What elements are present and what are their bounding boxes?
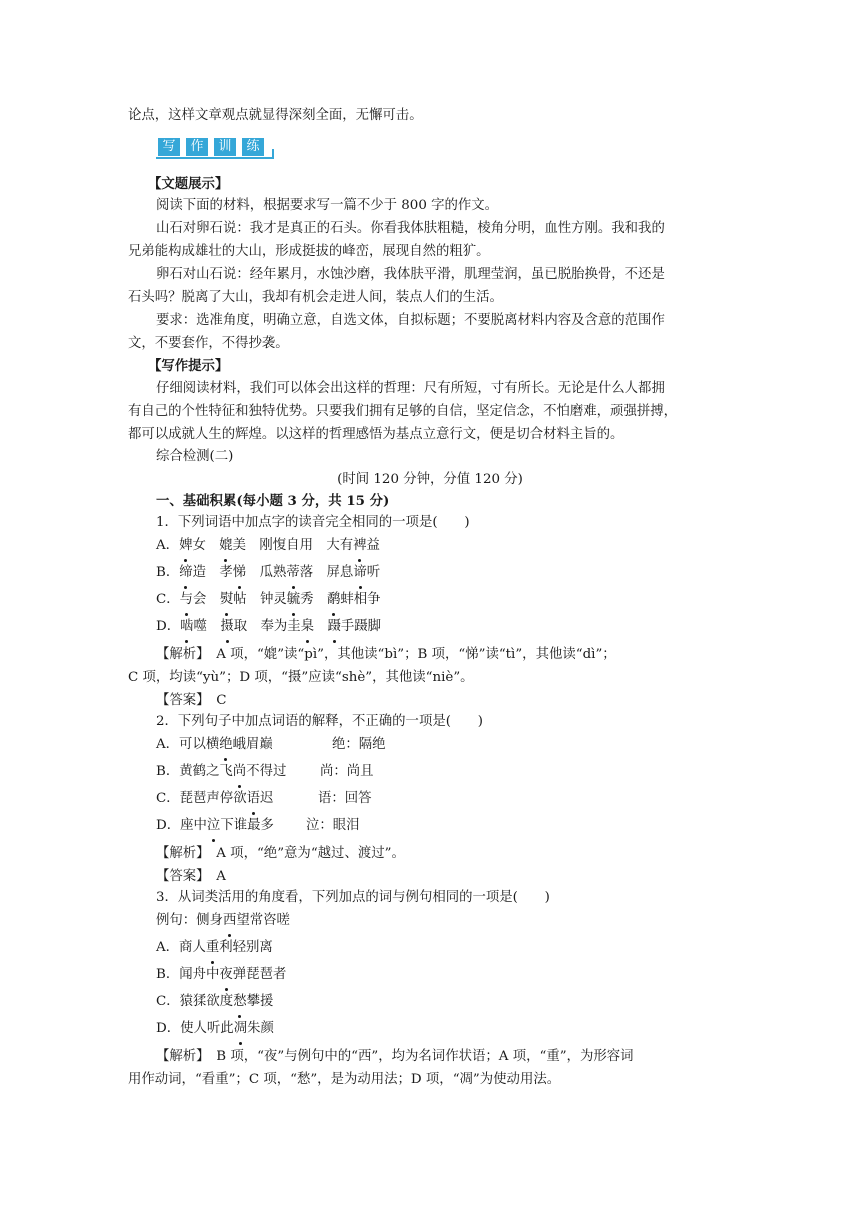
option-c: C．琵琶声停欲语迟 语：回答 <box>156 788 734 810</box>
hint-line: 都可以成就人生的辉煌。以这样的哲理感悟为基点立意行文，便是切合材料主旨的。 <box>128 427 624 442</box>
prompt-line: 兄弟能构成雄壮的大山，形成挺拔的峰峦，展现自然的粗犷。 <box>128 244 490 259</box>
banner-char: 作 <box>186 138 208 156</box>
test-meta: (时间 120 分钟，分值 120 分) <box>337 472 523 487</box>
test-title: 综合检测(二) <box>156 449 234 464</box>
option-d: D．使人听此凋朱颜 <box>156 1018 734 1040</box>
option-a: A．商人重利轻别离 <box>156 937 734 959</box>
hint-heading: 【写作提示】 <box>148 358 229 374</box>
option-a: A．婢女 媲美 刚愎自用 大有裨益 <box>156 535 734 557</box>
analysis: 【解析】 B 项，“夜”与例句中的“西”，均为名词作状语；A 项，“重”，为形容词 <box>156 1049 634 1064</box>
prompt-line: 山石对卵石说：我才是真正的石头。你看我体肤粗糙，棱角分明，血性方刚。我和我的 <box>156 221 665 236</box>
analysis: 用作动词，“看重”；C 项，“愁”，是为动用法；D 项，“凋”为使动用法。 <box>128 1072 561 1087</box>
writing-training-banner <box>156 135 274 161</box>
option-b: B．缔造 孝悌 瓜熟蒂落 屏息谛听 <box>156 562 734 584</box>
answer: 【答案】 C <box>156 693 227 708</box>
banner-rule <box>156 157 274 159</box>
analysis: 【解析】 A 项，“媲”读“pì”，其他读“bì”；B 项，“悌”读“tì”，其他读“dì”； <box>156 647 616 662</box>
option-d: D．座中泣下谁最多 泣：眼泪 <box>156 815 734 837</box>
question-stem: 3．从词类活用的角度看，下列加点的词与例句相同的一项是( ) <box>156 890 550 905</box>
analysis: C 项，均读“yù”；D 项，“摄”应读“shè”，其他读“niè”。 <box>128 670 474 685</box>
option-c: C．与会 熨帖 钟灵毓秀 鹬蚌相争 <box>156 589 734 611</box>
question-stem: 2．下列句子中加点词语的解释，不正确的一项是( ) <box>156 714 483 729</box>
hint-line: 仔细阅读材料，我们可以体会出这样的哲理：尺有所短，寸有所长。无论是什么人都拥 <box>156 381 665 396</box>
prompt-heading: 【文题展示】 <box>148 176 229 192</box>
option-b: B．闻舟中夜弹琵琶者 <box>156 964 734 986</box>
section-heading: 一、基础积累(每小题 3 分，共 15 分) <box>156 493 390 509</box>
example-sentence: 例句：侧身西望常咨嗟 <box>156 910 734 932</box>
banner-char: 训 <box>214 138 236 156</box>
banner-tick <box>272 149 274 159</box>
question-stem: 1．下列词语中加点字的读音完全相同的一项是( ) <box>156 515 470 530</box>
banner-char: 练 <box>242 138 264 156</box>
option-b: B．黄鹤之飞尚不得过 尚：尚且 <box>156 761 734 783</box>
prompt-line: 阅读下面的材料，根据要求写一篇不少于 800 字的作文。 <box>156 198 499 213</box>
option-c: C．猿猱欲度愁攀援 <box>156 991 734 1013</box>
prompt-line: 要求：选准角度，明确立意，自选文体，自拟标题；不要脱离材料内容及含意的范围作 <box>156 313 665 328</box>
banner-char: 写 <box>158 138 180 156</box>
option-a: A．可以横绝峨眉巅 绝：隔绝 <box>156 734 734 756</box>
hint-line: 有自己的个性特征和独特优势。只要我们拥有足够的自信，坚定信念，不怕磨难，顽强拼搏， <box>128 404 678 419</box>
intro-line: 论点，这样文章观点就显得深刻全面，无懈可击。 <box>128 108 423 123</box>
answer: 【答案】 A <box>156 869 226 884</box>
prompt-line: 文，不要套作，不得抄袭。 <box>128 336 289 351</box>
prompt-line: 卵石对山石说：经年累月，水蚀沙磨，我体肤平滑，肌理莹润，虽已脱胎换骨，不还是 <box>156 267 665 282</box>
prompt-line: 石头吗？脱离了大山，我却有机会走进人间，装点人们的生活。 <box>128 290 503 305</box>
analysis: 【解析】 A 项，“绝”意为“越过、渡过”。 <box>156 846 405 861</box>
option-d: D．啮噬 摄取 奉为圭臬 蹑手蹑脚 <box>156 616 734 638</box>
